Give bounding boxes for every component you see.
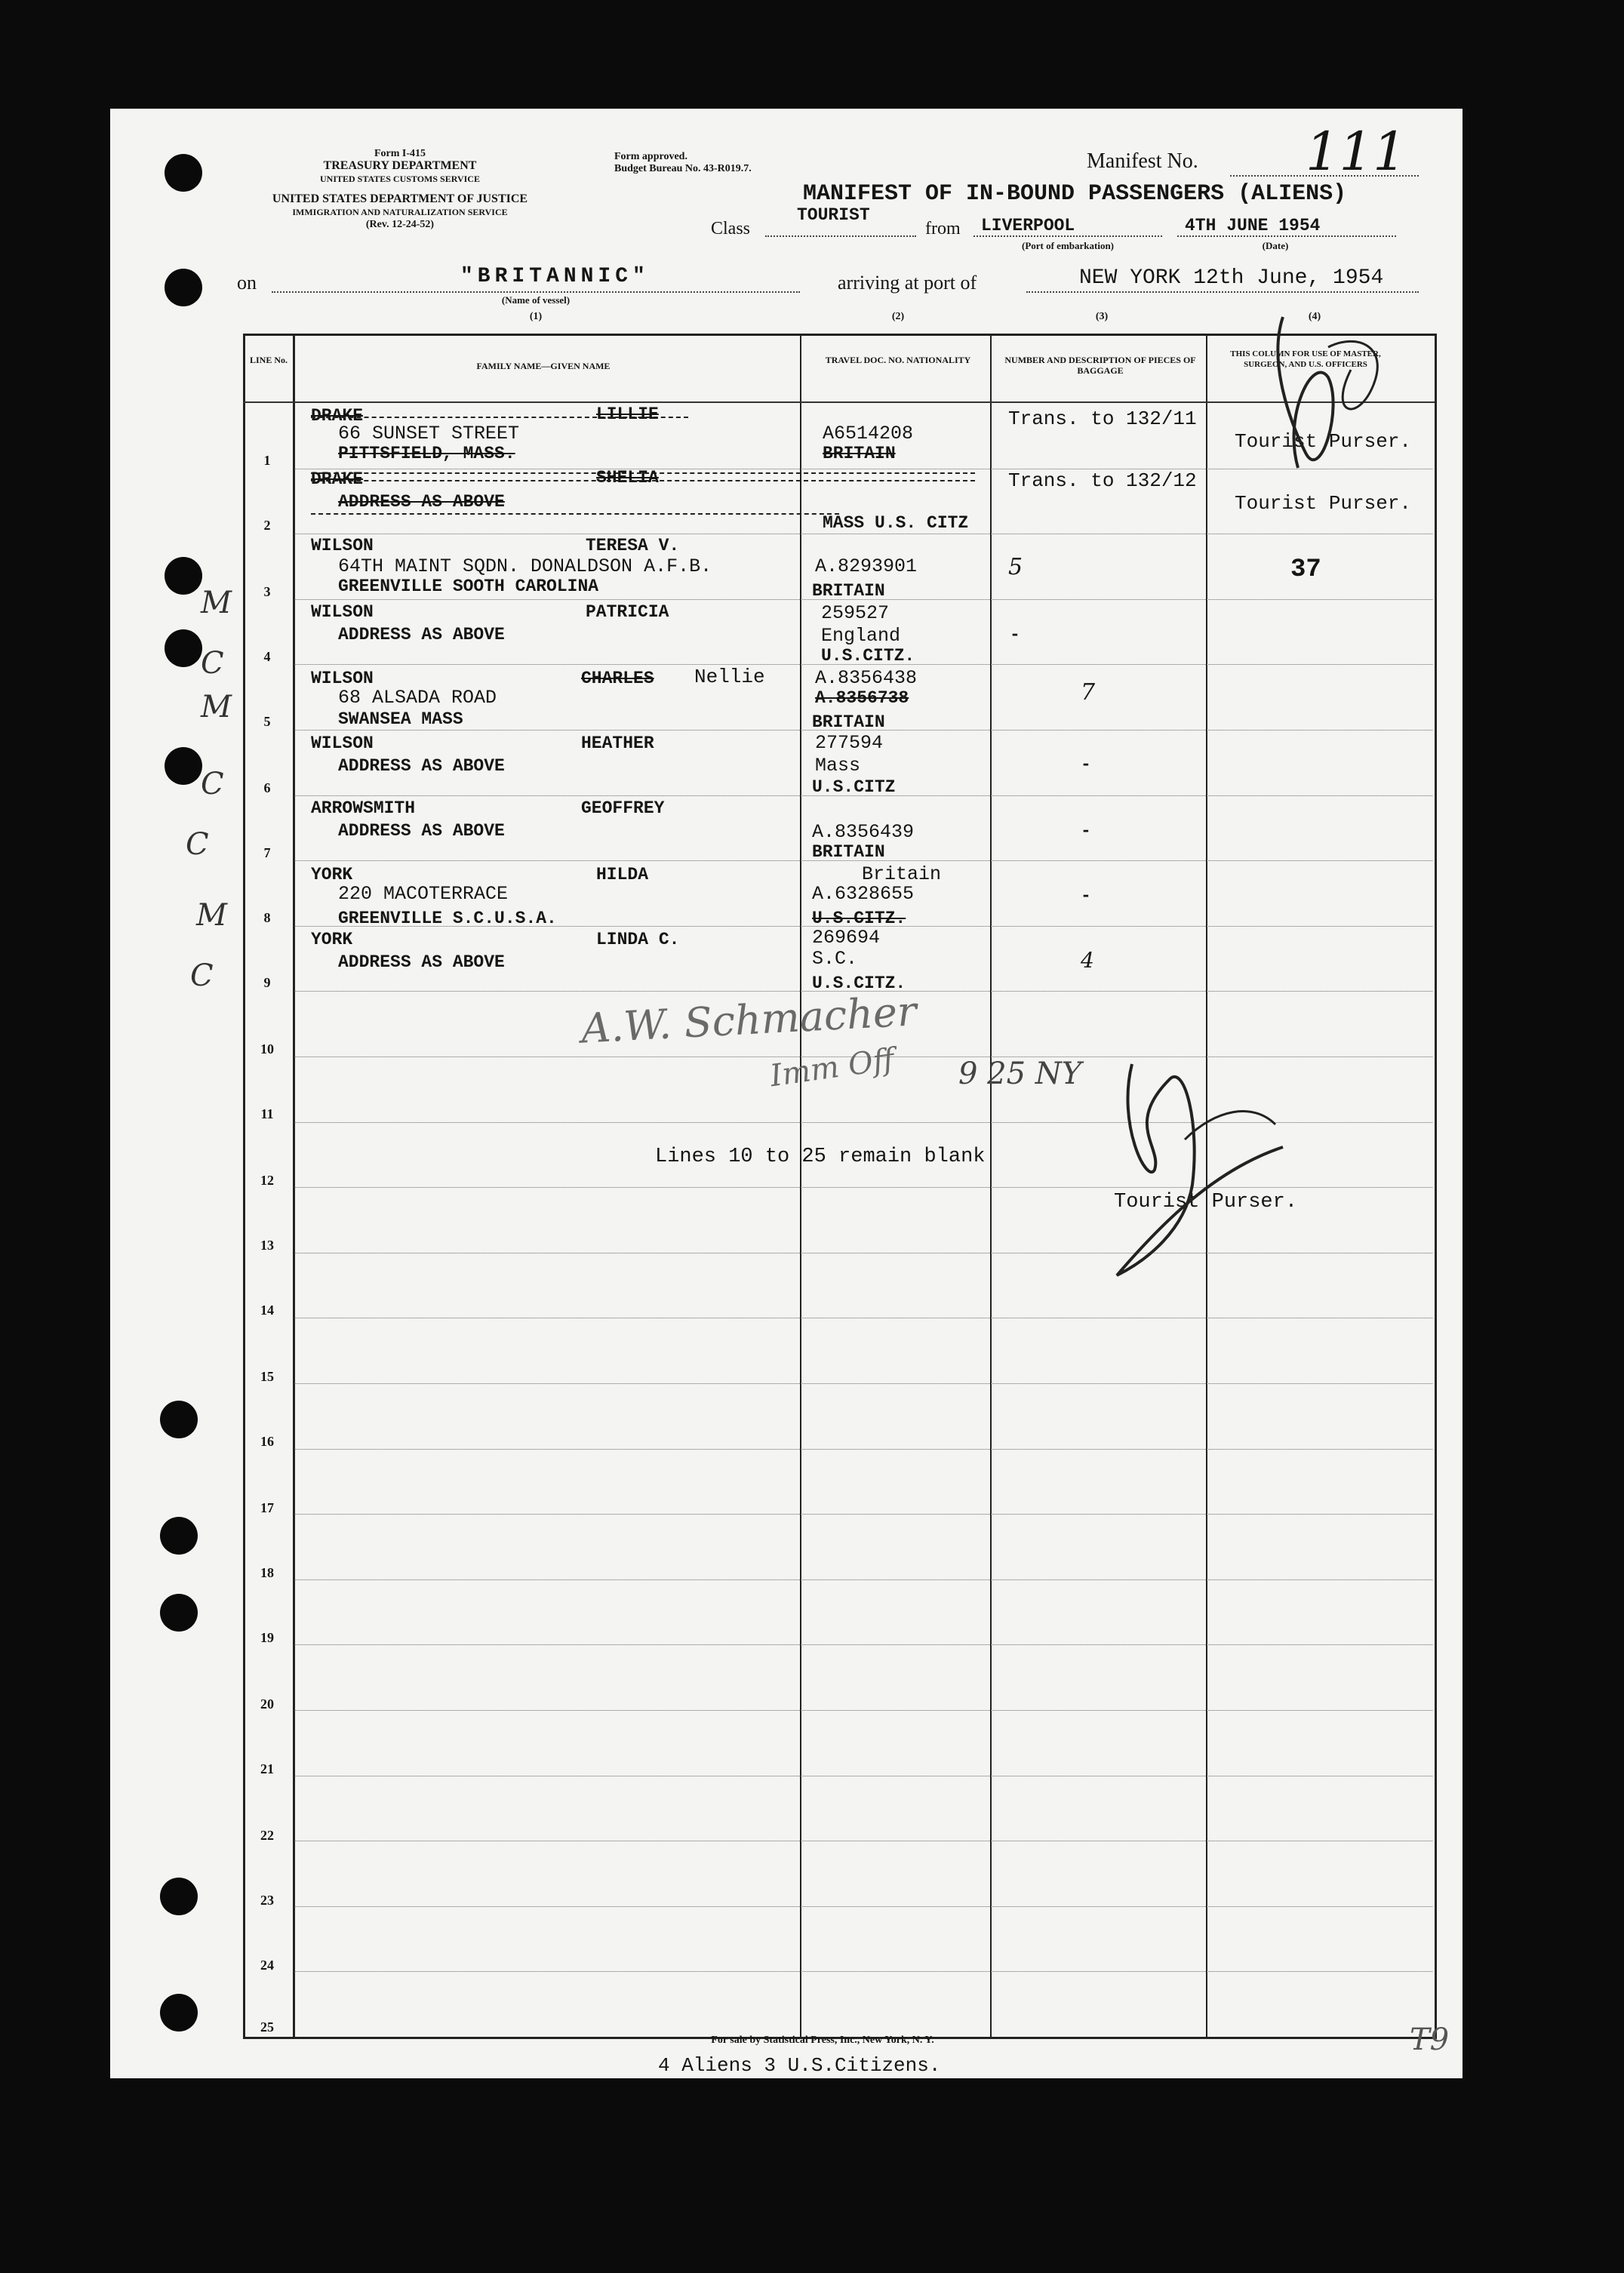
travel-doc: A.8356439 — [812, 821, 915, 843]
embarkation-port: LIVERPOOL — [981, 216, 1075, 235]
family-name: DRAKE — [311, 469, 364, 489]
travel-doc: MASS U.S. CITZ — [823, 513, 969, 533]
officer-note: Tourist Purser. — [1235, 492, 1412, 515]
col-head-name: FAMILY NAME—GIVEN NAME — [476, 361, 611, 371]
budget-bureau: Budget Bureau No. 43-R019.7. — [614, 163, 752, 174]
margin-mark: C — [186, 827, 209, 862]
row-number: 2 — [263, 518, 271, 533]
family-name: WILSON — [311, 669, 374, 688]
row-rule — [294, 1841, 1432, 1842]
row-rule — [294, 1383, 1432, 1385]
inspector-date: 9 25 NY — [958, 1057, 1082, 1091]
family-name: YORK — [311, 930, 353, 949]
baggage: - — [1081, 821, 1091, 841]
travel-doc: 269694 — [812, 927, 881, 949]
strike-dash — [311, 480, 975, 481]
punch-hole — [160, 1994, 198, 2032]
nationality: England — [821, 625, 901, 647]
punch-hole — [165, 154, 202, 192]
col-divider-name — [800, 334, 801, 2037]
vessel-line — [272, 291, 800, 293]
row-rule — [294, 1906, 1432, 1908]
baggage: 4 — [1081, 948, 1094, 973]
row-rule — [294, 1644, 1432, 1646]
footer-totals: 4 Aliens 3 U.S.Citizens. — [658, 2054, 941, 2077]
row-number: 20 — [260, 1696, 274, 1712]
form-number: Form I-415 — [374, 148, 426, 159]
row-number: 15 — [260, 1369, 274, 1384]
row-rule — [294, 1579, 1432, 1581]
corner-mark: T9 — [1410, 2022, 1450, 2057]
arrival-port-date: NEW YORK 12th June, 1954 — [1079, 266, 1384, 290]
officer-note: Tourist Purser. — [1235, 430, 1412, 453]
row-number: 3 — [263, 584, 271, 599]
inspector-signature: A.W. Schmacher — [580, 987, 918, 1053]
given-name: HILDA — [596, 865, 649, 884]
address-line: ADDRESS AS ABOVE — [338, 821, 505, 841]
row-number: 23 — [260, 1893, 274, 1908]
margin-mark: C — [201, 646, 224, 681]
nationality: BRITAIN — [823, 444, 896, 463]
margin-mark: C — [190, 958, 214, 993]
col-num-4: (4) — [1308, 311, 1321, 322]
address-line: ADDRESS AS ABOVE — [338, 952, 505, 972]
inspector-title: Imm Off — [767, 1041, 897, 1094]
family-name: ARROWSMITH — [311, 798, 416, 818]
address-line: ADDRESS AS ABOVE — [338, 756, 505, 776]
nationality: BRITAIN — [812, 842, 885, 862]
given-name: PATRICIA — [586, 602, 669, 622]
embarkation-date: 4TH JUNE 1954 — [1185, 216, 1321, 235]
travel-doc: A.8356438 — [815, 667, 918, 689]
port-caption: (Port of embarkation) — [1021, 240, 1115, 251]
row-rule — [294, 1971, 1432, 1973]
footer-press: For sale by Statistical Press, Inc., New York, N. Y. — [711, 2035, 934, 2046]
address-line: PITTSFIELD, MASS. — [338, 444, 515, 463]
row-number: 22 — [260, 1828, 274, 1843]
given-name: SHELIA — [596, 468, 659, 488]
manifest-title: MANIFEST OF IN-BOUND PASSENGERS (ALIENS) — [803, 181, 1347, 207]
blank-lines-note: Lines 10 to 25 remain blank — [655, 1146, 986, 1168]
travel-doc: 277594 — [815, 732, 884, 754]
baggage: - — [1081, 755, 1091, 774]
col-num-3: (3) — [1095, 311, 1109, 322]
margin-mark: M — [201, 586, 232, 620]
punch-hole — [165, 557, 202, 595]
row-number: 5 — [263, 714, 271, 729]
punch-hole — [160, 1517, 198, 1555]
row-number: 10 — [260, 1041, 274, 1057]
address-line: SWANSEA MASS — [338, 709, 463, 729]
date-line — [1177, 235, 1396, 237]
family-name: WILSON — [311, 734, 374, 753]
class-line — [765, 235, 916, 237]
row-rule — [294, 1318, 1432, 1319]
address-line: 220 MACOTERRACE — [338, 883, 509, 905]
baggage: Trans. to 132/12 — [1008, 469, 1197, 492]
margin-mark: M — [196, 898, 227, 933]
row-number: 18 — [260, 1565, 274, 1580]
row-number: 6 — [263, 780, 271, 795]
strike-dash — [311, 417, 688, 418]
given-name: HEATHER — [581, 734, 654, 753]
row-rule — [294, 1449, 1432, 1450]
class-value: TOURIST — [797, 205, 870, 225]
date-caption: (Date) — [1262, 240, 1289, 251]
col-divider-line — [293, 334, 295, 2037]
manifest-number: 111 — [1306, 121, 1407, 183]
travel-doc: A.6328655 — [812, 883, 915, 905]
baggage: 5 — [1008, 554, 1023, 580]
row-rule — [294, 534, 1432, 535]
address-line: 68 ALSADA ROAD — [338, 687, 497, 709]
col-head-line: LINE No. — [249, 355, 288, 365]
margin-mark: M — [201, 690, 232, 724]
given-name: LINDA C. — [596, 930, 680, 949]
travel-doc: A.8293901 — [815, 555, 918, 577]
baggage: - — [1010, 625, 1020, 644]
col-num-2: (2) — [891, 311, 905, 322]
family-name: WILSON — [311, 536, 374, 555]
citizenship: U.S.CITZ — [812, 777, 896, 797]
row-rule — [294, 1710, 1432, 1712]
row-number: 14 — [260, 1303, 274, 1318]
justice-dept: UNITED STATES DEPARTMENT OF JUSTICE — [272, 192, 528, 205]
vessel-name: "BRITANNIC" — [460, 265, 650, 288]
family-name: YORK — [311, 865, 353, 884]
nationality: BRITAIN — [812, 712, 885, 732]
purser-signature-scrawl — [1102, 1034, 1298, 1283]
row-number: 13 — [260, 1238, 274, 1253]
arriving-label: arriving at port of — [838, 272, 977, 294]
citizenship: U.S.CITZ. — [812, 973, 906, 993]
travel-doc: A6514208 — [823, 423, 914, 444]
officer-signature-scrawl — [1238, 302, 1404, 513]
punch-hole — [165, 629, 202, 667]
punch-hole — [165, 747, 202, 785]
from-line — [973, 235, 1162, 237]
purser-title: Tourist Purser. — [1114, 1191, 1298, 1213]
row-number: 8 — [263, 910, 271, 925]
address-line: 66 SUNSET STREET — [338, 423, 520, 444]
address-line: 64TH MAINT SQDN. DONALDSON A.F.B. — [338, 555, 712, 577]
punch-hole — [165, 269, 202, 306]
ins-service: IMMIGRATION AND NATURALIZATION SERVICE — [292, 207, 508, 217]
row-number: 7 — [263, 845, 271, 860]
row-number: 16 — [260, 1434, 274, 1449]
row-number: 4 — [263, 649, 271, 664]
class-label: Class — [711, 219, 751, 238]
row-number: 21 — [260, 1761, 274, 1776]
citizenship: U.S.CITZ. — [821, 646, 915, 666]
row-number: 9 — [263, 975, 271, 990]
col-head-officers: THIS COLUMN FOR USE OF MASTER, SURGEON, AND U.S. OFFICERS — [1230, 349, 1381, 369]
col-num-1: (1) — [529, 311, 543, 322]
row-number: 11 — [260, 1106, 274, 1121]
nationality: Britain — [862, 863, 942, 885]
treasury-dept: TREASURY DEPARTMENT — [323, 159, 477, 172]
punch-hole — [160, 1401, 198, 1438]
on-label: on — [237, 272, 257, 294]
row-number: 17 — [260, 1500, 274, 1515]
row-number: 12 — [260, 1173, 274, 1188]
punch-hole — [160, 1594, 198, 1632]
nationality: Mass — [815, 755, 861, 777]
address-line: GREENVILLE S.C.U.S.A. — [338, 909, 557, 928]
col-head-baggage: NUMBER AND DESCRIPTION OF PIECES OF BAGGAGE — [1004, 355, 1196, 376]
given-name-correction: Nellie — [694, 666, 765, 688]
given-name: TERESA V. — [586, 536, 680, 555]
punch-hole — [160, 1878, 198, 1915]
strike-dash — [311, 513, 839, 515]
customs-service: UNITED STATES CUSTOMS SERVICE — [320, 174, 480, 184]
row-number: 1 — [263, 453, 271, 468]
revision: (Rev. 12-24-52) — [365, 219, 435, 230]
address-line: GREENVILLE SOOTH CAROLINA — [338, 577, 599, 596]
family-name: WILSON — [311, 602, 374, 622]
travel-doc-struck: A.8356738 — [815, 688, 909, 708]
row-number: 19 — [260, 1630, 274, 1645]
manifest-no-label: Manifest No. — [1087, 149, 1198, 173]
officer-count: 37 — [1290, 555, 1321, 584]
given-name: LILLIE — [596, 404, 659, 424]
row-rule — [294, 1776, 1432, 1777]
baggage: - — [1081, 886, 1091, 906]
address-line: ADDRESS AS ABOVE — [338, 625, 505, 644]
form-approved: Form approved. — [614, 151, 687, 162]
family-name: DRAKE — [311, 406, 364, 426]
address-line: ADDRESS AS ABOVE — [338, 492, 505, 512]
citizenship-struck: U.S.CITZ. — [812, 909, 906, 928]
baggage: 7 — [1081, 679, 1096, 706]
nationality: BRITAIN — [812, 581, 885, 601]
travel-doc: 259527 — [821, 602, 890, 624]
margin-mark: C — [201, 767, 224, 801]
given-name: GEOFFREY — [581, 798, 665, 818]
from-label: from — [925, 219, 961, 238]
col-divider-travel — [990, 334, 992, 2037]
given-name: CHARLES — [581, 669, 654, 688]
row-number: 24 — [260, 1958, 274, 1973]
row-rule — [294, 1514, 1432, 1515]
vessel-caption: (Name of vessel) — [501, 294, 571, 306]
arrival-line — [1026, 291, 1419, 293]
nationality: S.C. — [812, 948, 858, 970]
baggage: Trans. to 132/11 — [1008, 408, 1197, 430]
row-number: 25 — [260, 2019, 274, 2035]
col-head-travel: TRAVEL DOC. NO. NATIONALITY — [825, 355, 971, 365]
